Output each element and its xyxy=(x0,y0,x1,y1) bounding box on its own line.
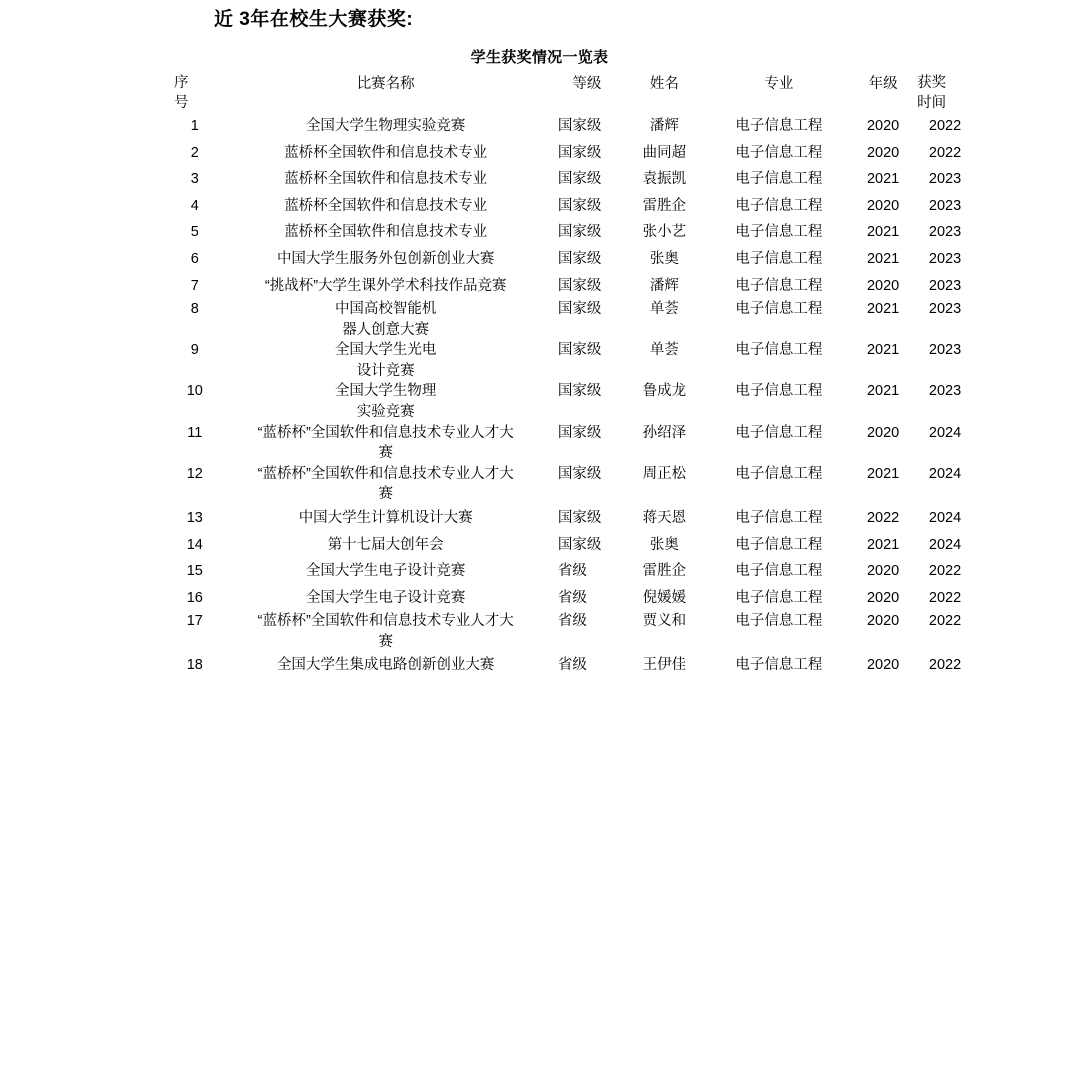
cell-award-date: 2024 xyxy=(928,424,962,441)
cell-competition-name xyxy=(220,273,552,300)
cell-competition-name-line2: 赛 xyxy=(378,633,393,650)
cell-award-date: 2022 xyxy=(928,613,962,630)
cell-competition-name-line1: “挑战杯”大学生课外学术科技作品竞赛 xyxy=(264,277,507,294)
cell-level: 国家级 xyxy=(557,509,602,526)
cell-student-name: 周正松 xyxy=(642,465,687,482)
cell-level: 国家级 xyxy=(557,383,602,400)
cell-competition-name-line2: 实验竞赛 xyxy=(356,404,415,421)
table-row xyxy=(170,464,975,505)
cell-competition-name xyxy=(220,652,552,679)
table-row xyxy=(170,340,975,381)
cell-index: 12 xyxy=(186,465,203,482)
cell-award-date: 2022 xyxy=(928,144,962,161)
cell-competition-name-line1: 中国大学生服务外包创新创业大赛 xyxy=(276,251,495,268)
table-row xyxy=(170,532,975,559)
cell-student-name: 雷胜企 xyxy=(642,197,687,214)
table-row xyxy=(170,558,975,585)
cell-student-name: 单荟 xyxy=(649,342,679,359)
cell-award-date: 2023 xyxy=(928,171,962,188)
column-header-award-date-line1: 获奖 xyxy=(917,75,947,91)
cell-level: 国家级 xyxy=(557,536,602,553)
cell-index: 16 xyxy=(186,589,203,606)
cell-student-name: 张小艺 xyxy=(642,224,687,241)
cell-student-name: 雷胜企 xyxy=(642,563,687,580)
cell-student-name: 蒋天恩 xyxy=(642,509,687,526)
cell-competition-name-line1: 蓝桥杯全国软件和信息技术专业 xyxy=(284,224,488,241)
cell-index: 17 xyxy=(186,613,203,630)
cell-competition-name-line1: 全国大学生光电 xyxy=(334,342,437,359)
cell-level: 国家级 xyxy=(557,144,602,161)
cell-level: 国家级 xyxy=(557,171,602,188)
cell-competition-name xyxy=(220,585,552,612)
table-row xyxy=(170,166,975,193)
cell-major: 电子信息工程 xyxy=(735,171,823,188)
cell-level: 国家级 xyxy=(557,118,602,135)
cell-competition-name xyxy=(220,505,552,532)
cell-major: 电子信息工程 xyxy=(735,383,823,400)
cell-grade: 2020 xyxy=(866,197,900,214)
cell-award-date: 2022 xyxy=(928,118,962,135)
cell-competition-name xyxy=(220,299,552,340)
cell-award-date: 2023 xyxy=(928,197,962,214)
cell-competition-name xyxy=(220,193,552,220)
cell-index: 9 xyxy=(190,342,199,359)
cell-competition-name-line1: 中国高校智能机 xyxy=(334,301,437,318)
cell-level: 国家级 xyxy=(557,224,602,241)
cell-grade: 2021 xyxy=(866,342,900,359)
cell-award-date: 2023 xyxy=(928,251,962,268)
student-awards-table xyxy=(170,74,975,679)
cell-student-name: 曲同超 xyxy=(642,144,687,161)
cell-level: 国家级 xyxy=(557,251,602,268)
column-header-grade: 年级 xyxy=(868,76,898,92)
cell-student-name: 倪媛媛 xyxy=(642,589,687,606)
cell-award-date: 2023 xyxy=(928,383,962,400)
cell-competition-name-line1: “蓝桥杯”全国软件和信息技术专业人才大 xyxy=(257,613,514,630)
cell-award-date: 2022 xyxy=(928,589,962,606)
cell-grade: 2022 xyxy=(866,509,900,526)
column-header-award-date xyxy=(915,74,975,113)
cell-competition-name-line1: 第十七届大创年会 xyxy=(327,536,444,553)
cell-index: 10 xyxy=(186,383,203,400)
column-header-competition-name: 比赛名称 xyxy=(356,76,415,92)
cell-grade: 2020 xyxy=(866,657,900,674)
cell-student-name: 潘辉 xyxy=(649,118,679,135)
cell-competition-name-line1: 中国大学生计算机设计大赛 xyxy=(298,509,473,526)
table-row xyxy=(170,273,975,300)
cell-award-date: 2022 xyxy=(928,563,962,580)
cell-index: 13 xyxy=(186,509,203,526)
cell-grade: 2021 xyxy=(866,301,900,318)
column-header-index xyxy=(170,74,220,113)
table-row xyxy=(170,193,975,220)
cell-index: 3 xyxy=(190,171,199,188)
cell-competition-name xyxy=(220,464,552,505)
table-row xyxy=(170,585,975,612)
table-row xyxy=(170,611,975,652)
cell-competition-name xyxy=(220,166,552,193)
table-row xyxy=(170,246,975,273)
cell-competition-name-line1: 蓝桥杯全国软件和信息技术专业 xyxy=(284,144,488,161)
column-header-major: 专业 xyxy=(764,76,794,92)
cell-competition-name-line1: 全国大学生物理 xyxy=(334,383,437,400)
cell-major: 电子信息工程 xyxy=(735,536,823,553)
cell-competition-name-line1: 全国大学生电子设计竞赛 xyxy=(305,563,466,580)
cell-grade: 2021 xyxy=(866,383,900,400)
cell-award-date: 2022 xyxy=(928,657,962,674)
cell-competition-name-line2: 器人创意大赛 xyxy=(342,321,430,338)
cell-level: 省级 xyxy=(557,563,587,580)
cell-level: 国家级 xyxy=(557,465,602,482)
cell-student-name: 鲁成龙 xyxy=(642,383,687,400)
cell-index: 2 xyxy=(190,144,199,161)
column-header-index-line2: 号 xyxy=(174,94,189,111)
cell-major: 电子信息工程 xyxy=(735,342,823,359)
cell-award-date: 2024 xyxy=(928,509,962,526)
cell-major: 电子信息工程 xyxy=(735,277,823,294)
cell-award-date: 2024 xyxy=(928,465,962,482)
cell-level: 国家级 xyxy=(557,424,602,441)
cell-student-name: 贾义和 xyxy=(642,613,687,630)
cell-level: 省级 xyxy=(557,657,587,674)
cell-index: 6 xyxy=(190,251,199,268)
cell-level: 省级 xyxy=(557,613,587,630)
cell-index: 8 xyxy=(190,301,199,318)
cell-index: 7 xyxy=(190,277,199,294)
table-row xyxy=(170,505,975,532)
cell-student-name: 潘辉 xyxy=(649,277,679,294)
cell-competition-name xyxy=(220,381,552,422)
cell-level: 国家级 xyxy=(557,342,602,359)
cell-major: 电子信息工程 xyxy=(735,589,823,606)
cell-grade: 2020 xyxy=(866,613,900,630)
cell-competition-name xyxy=(220,140,552,167)
cell-competition-name-line1: “蓝桥杯”全国软件和信息技术专业人才大 xyxy=(257,465,514,482)
cell-level: 国家级 xyxy=(557,277,602,294)
cell-major: 电子信息工程 xyxy=(735,509,823,526)
cell-award-date: 2023 xyxy=(928,277,962,294)
cell-grade: 2020 xyxy=(866,277,900,294)
cell-competition-name-line1: 蓝桥杯全国软件和信息技术专业 xyxy=(284,171,488,188)
cell-competition-name-line1: 全国大学生电子设计竞赛 xyxy=(305,589,466,606)
cell-competition-name-line2: 设计竞赛 xyxy=(356,362,415,379)
cell-index: 4 xyxy=(190,197,199,214)
cell-level: 国家级 xyxy=(557,301,602,318)
column-header-award-date-line2: 时间 xyxy=(917,94,947,111)
cell-major: 电子信息工程 xyxy=(735,118,823,135)
cell-competition-name-line1: 全国大学生集成电路创新创业大赛 xyxy=(276,657,495,674)
table-row xyxy=(170,299,975,340)
cell-competition-name-line1: 全国大学生物理实验竞赛 xyxy=(305,118,466,135)
cell-competition-name xyxy=(220,219,552,246)
cell-grade: 2020 xyxy=(866,424,900,441)
cell-grade: 2020 xyxy=(866,118,900,135)
cell-major: 电子信息工程 xyxy=(735,301,823,318)
column-header-index-line1: 序 xyxy=(174,75,189,91)
cell-competition-name-line2: 赛 xyxy=(378,486,393,503)
cell-grade: 2021 xyxy=(866,536,900,553)
cell-major: 电子信息工程 xyxy=(735,465,823,482)
cell-award-date: 2024 xyxy=(928,536,962,553)
cell-major: 电子信息工程 xyxy=(735,657,823,674)
cell-award-date: 2023 xyxy=(928,301,962,318)
cell-grade: 2021 xyxy=(866,251,900,268)
cell-student-name: 袁振凯 xyxy=(642,171,687,188)
cell-student-name: 张奥 xyxy=(649,251,679,268)
cell-competition-name-line2: 赛 xyxy=(378,445,393,462)
table-body xyxy=(170,113,975,679)
table-caption: 学生获奖情况一览表 xyxy=(470,49,609,66)
column-header-level: 等级 xyxy=(572,76,602,92)
cell-index: 1 xyxy=(190,118,199,135)
cell-student-name: 单荟 xyxy=(649,301,679,318)
cell-major: 电子信息工程 xyxy=(735,563,823,580)
table-row xyxy=(170,381,975,422)
cell-major: 电子信息工程 xyxy=(735,251,823,268)
cell-competition-name xyxy=(220,611,552,652)
cell-grade: 2020 xyxy=(866,144,900,161)
cell-grade: 2021 xyxy=(866,465,900,482)
table-header xyxy=(170,74,975,113)
cell-competition-name-line1: “蓝桥杯”全国软件和信息技术专业人才大 xyxy=(257,424,514,441)
table-row xyxy=(170,113,975,140)
cell-competition-name xyxy=(220,558,552,585)
cell-student-name: 王伊佳 xyxy=(642,657,687,674)
cell-award-date: 2023 xyxy=(928,224,962,241)
cell-major: 电子信息工程 xyxy=(735,144,823,161)
cell-major: 电子信息工程 xyxy=(735,224,823,241)
cell-index: 5 xyxy=(190,224,199,241)
table-row xyxy=(170,423,975,464)
cell-index: 14 xyxy=(186,536,203,553)
cell-index: 15 xyxy=(186,563,203,580)
cell-grade: 2020 xyxy=(866,589,900,606)
column-header-student-name: 姓名 xyxy=(649,76,679,92)
cell-index: 11 xyxy=(187,424,203,441)
cell-major: 电子信息工程 xyxy=(735,197,823,214)
cell-grade: 2020 xyxy=(866,563,900,580)
cell-major: 电子信息工程 xyxy=(735,613,823,630)
table-header-row xyxy=(170,74,975,113)
cell-competition-name xyxy=(220,532,552,559)
table-row xyxy=(170,219,975,246)
cell-grade: 2021 xyxy=(866,171,900,188)
cell-student-name: 孙绍泽 xyxy=(642,424,687,441)
cell-grade: 2021 xyxy=(866,224,900,241)
cell-competition-name xyxy=(220,113,552,140)
cell-competition-name xyxy=(220,246,552,273)
cell-student-name: 张奥 xyxy=(649,536,679,553)
page-title: 近 3年在校生大赛获奖: xyxy=(214,9,414,30)
cell-level: 省级 xyxy=(557,589,587,606)
cell-competition-name xyxy=(220,423,552,464)
cell-competition-name-line1: 蓝桥杯全国软件和信息技术专业 xyxy=(284,197,488,214)
cell-competition-name xyxy=(220,340,552,381)
cell-index: 18 xyxy=(186,657,203,674)
table-row xyxy=(170,140,975,167)
cell-award-date: 2023 xyxy=(928,342,962,359)
cell-level: 国家级 xyxy=(557,197,602,214)
cell-major: 电子信息工程 xyxy=(735,424,823,441)
table-row xyxy=(170,652,975,679)
